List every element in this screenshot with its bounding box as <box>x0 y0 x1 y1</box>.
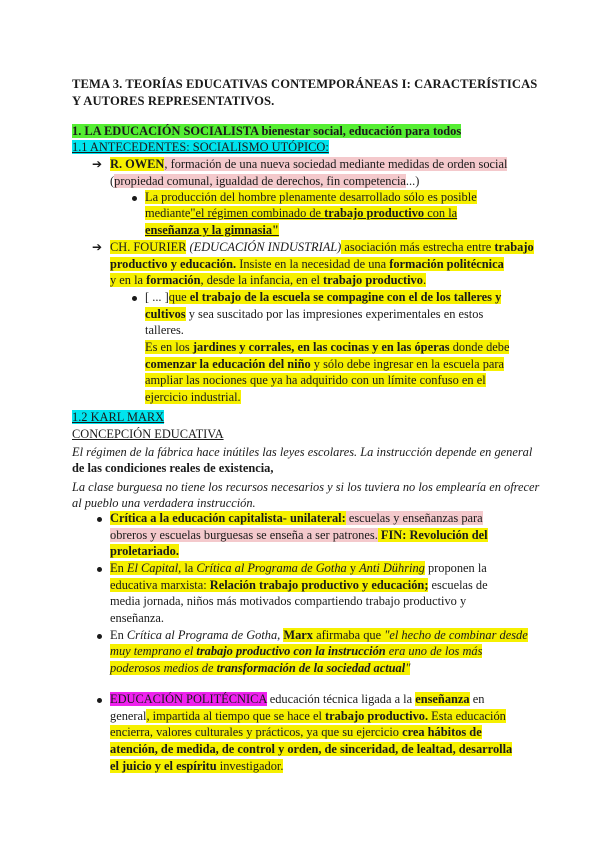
marx-italic: muy temprano el <box>110 644 197 658</box>
marx-italic: Anti Dühring <box>359 561 425 575</box>
owen-bullet-text: mediante <box>145 206 191 220</box>
marx-italic: " <box>405 661 411 675</box>
marx-bold-italic: transformación de la sociedad actual <box>216 661 406 675</box>
fourier-line-3 <box>110 272 426 289</box>
owen-bullet-line-3 <box>145 222 279 239</box>
document-title-line-2: Y AUTORES REPRESENTATIVOS. <box>72 94 275 108</box>
fourier-quote: Es en los <box>145 340 193 354</box>
marx-italic: poderosos medios de <box>110 661 217 675</box>
paren-close: ...) <box>405 174 420 188</box>
marx-bold: FIN: Revolución del <box>377 528 488 542</box>
marx-bullet-2-line-4: enseñanza. <box>110 611 165 625</box>
section-heading <box>72 123 461 140</box>
fourier-quote-line-1 <box>145 289 501 306</box>
politec-bold: enseñanza <box>415 692 470 706</box>
fourier-bold: formación <box>146 273 201 287</box>
fourier-bold: productivo y educación. <box>110 257 237 271</box>
fourier-bold: formación politécnica <box>389 257 504 271</box>
politec-bold: crea hábitos de <box>402 725 482 739</box>
marx-bold: Relación trabajo productivo y educación; <box>209 578 429 592</box>
owen-line-2 <box>110 173 419 190</box>
politec-line-4 <box>110 741 512 758</box>
fourier-text: . <box>422 273 427 287</box>
fourier-line-2 <box>110 256 504 273</box>
owen-bullet-line-2 <box>145 205 457 222</box>
fourier-bold: trabajo productivo <box>323 273 423 287</box>
marx-text: escuelas y enseñanzas para <box>345 511 483 525</box>
politec-line-3 <box>110 724 482 741</box>
fourier-quote: y sea suscitado por las impresiones experimentales en estos <box>185 307 484 321</box>
owen-text: , formación de una nueva sociedad mediante medidas de orden social <box>164 157 508 171</box>
marx-bullet-2-line-2 <box>110 577 488 594</box>
fourier-quote-bold: comenzar la educación del niño <box>145 357 311 371</box>
marx-italic: era uno de los más <box>385 644 483 658</box>
politec-bold: atención, de medida, de control y orden, de sinceridad, de lealtad, desarrolla <box>110 742 513 756</box>
fourier-quote-line-4 <box>145 339 509 356</box>
politec-line-1 <box>110 691 484 708</box>
politec-bold: trabajo productivo. <box>325 709 429 723</box>
bullet-dot-icon <box>97 517 102 522</box>
marx-bold: Crítica a la educación capitalista- unilateral: <box>110 511 346 525</box>
marx-text: , <box>277 628 284 642</box>
fourier-quote-bold: jardines y corrales, en las cocinas y en las óperas <box>192 340 450 354</box>
marx-para-1-line-1: El régimen de la fábrica hace inútiles las leyes escolares. La instrucción depende en general <box>72 445 533 459</box>
fourier-quote: talleres. <box>145 323 184 337</box>
owen-bullet-line-1 <box>145 189 477 206</box>
fourier-quote: ampliar las nociones que ya ha adquirido con un límite confuso en el <box>145 373 486 387</box>
owen-bullet-text: La producción del hombre plenamente desarrollado sólo es posible <box>145 190 477 204</box>
owen-list: propiedad comunal, igualdad de derechos, fin competencia <box>114 174 406 188</box>
politec-text: , impartida al tiempo que se hace el <box>146 709 326 723</box>
owen-quote: con la <box>424 206 458 220</box>
bullet-dot-icon <box>97 567 102 572</box>
marx-text: afirmaba que <box>312 628 385 642</box>
fourier-line-1 <box>110 239 534 256</box>
marx-bold: proletariado. <box>110 544 179 558</box>
politec-line-5 <box>110 758 283 775</box>
fourier-quote-bold: el trabajo de la escuela se compagine con el de los talleres y <box>189 290 502 304</box>
owen-name: R. OWEN <box>110 157 165 171</box>
concept-heading <box>72 426 224 443</box>
bullet-dot-icon <box>97 634 102 639</box>
bullet-dot-icon <box>97 698 102 703</box>
marx-para-2-line-1: La clase burguesa no tiene los recursos necesarios y si los tuviera no los emplearía en ofrecer <box>72 480 540 494</box>
fourier-text: y en la <box>110 273 147 287</box>
marx-text: escuelas de <box>428 578 488 592</box>
marx-text: educativa marxista: <box>110 578 210 592</box>
concept-heading-text: CONCEPCIÓN EDUCATIVA <box>72 427 224 441</box>
marx-bold: Marx <box>283 628 313 642</box>
marx-para-2-line-2: al pueblo una verdadera instrucción. <box>72 496 256 510</box>
fourier-quote: y sólo debe ingresar en la escuela para <box>310 357 505 371</box>
marx-bullet-1-line-2 <box>110 527 488 544</box>
marx-bold-italic: trabajo productivo con la instrucción <box>196 644 386 658</box>
fourier-quote-bold: cultivos <box>145 307 186 321</box>
arrow-bullet-icon: ➔ <box>92 157 103 171</box>
arrow-bullet-icon: ➔ <box>92 240 103 254</box>
fourier-text: , desde la infancia, en el <box>200 273 323 287</box>
marx-text: y <box>346 561 360 575</box>
fourier-name: CH. FOURIER <box>110 240 187 254</box>
fourier-quote-line-3 <box>145 322 184 339</box>
owen-quote: "el régimen combinado de <box>190 206 325 220</box>
marx-bullet-3-line-2 <box>110 643 482 660</box>
marx-para-1-line-2: de las condiciones reales de existencia, <box>72 461 274 475</box>
marx-text: , la <box>178 561 197 575</box>
marx-italic: Crítica al Programa de Gotha <box>126 628 278 642</box>
politec-text: educación técnica ligada a la <box>266 692 416 706</box>
owen-quote-bold: trabajo productivo <box>324 206 425 220</box>
marx-text: En <box>110 561 127 575</box>
fourier-bold: trabajo <box>494 240 534 254</box>
politec-bold: el juicio y el espíritu <box>110 759 217 773</box>
section-heading-text: 1. LA EDUCACIÓN SOCIALISTA bienestar social, educación para todos <box>72 124 462 138</box>
bullet-dot-icon <box>132 196 137 201</box>
marx-bullet-3-line-1 <box>110 627 528 644</box>
fourier-quote-line-5 <box>145 356 504 373</box>
paren-open: ( <box>110 174 115 188</box>
marx-text: obreros y escuelas burguesas se enseña a ser patrones. <box>110 528 378 542</box>
marx-heading <box>72 409 164 426</box>
politec-text: general <box>110 709 147 723</box>
politec-text: encierra, valores culturales y prácticos, ya que su ejercicio <box>110 725 403 739</box>
fourier-quote: ejercicio industrial. <box>145 390 241 404</box>
marx-bullet-2-line-3: media jornada, niños más motivados compartiendo trabajo productivo y <box>110 594 467 608</box>
fourier-paren: (EDUCACIÓN INDUSTRIAL) <box>186 240 342 254</box>
fourier-quote: que <box>168 290 190 304</box>
politec-label: EDUCACIÓN POLITÉCNICA <box>110 692 267 706</box>
marx-italic: El Capital <box>126 561 179 575</box>
marx-text: proponen la <box>424 561 487 575</box>
politec-text: Esta educación <box>428 709 506 723</box>
bullet-dot-icon <box>132 296 137 301</box>
marx-text: En <box>110 628 127 642</box>
fourier-quote-line-6 <box>145 372 486 389</box>
politec-text: investigador. <box>216 759 284 773</box>
marx-bullet-1-line-1 <box>110 510 483 527</box>
document-title-line-1: TEMA 3. TEORÍAS EDUCATIVAS CONTEMPORÁNEAS I: CARACTERÍSTICAS <box>72 77 538 91</box>
marx-bullet-1-line-3 <box>110 543 179 560</box>
marx-italic: Crítica al Programa de Gotha <box>196 561 347 575</box>
subsection-heading-text: 1.1 ANTECEDENTES: SOCIALISMO UTÓPICO: <box>72 140 329 154</box>
ellipsis-bracket: [ ... ] <box>145 290 169 304</box>
marx-heading-text: 1.2 KARL MARX <box>72 410 165 424</box>
marx-bullet-2-line-1 <box>110 560 487 577</box>
owen-line-1 <box>110 156 507 173</box>
politec-text: en <box>469 692 485 706</box>
fourier-quote: donde debe <box>449 340 510 354</box>
fourier-quote-line-2 <box>145 306 483 323</box>
politec-line-2 <box>110 708 506 725</box>
fourier-text: asociación más estrecha entre <box>341 240 495 254</box>
marx-italic: "el hecho de combinar desde <box>384 628 528 642</box>
owen-quote-bold: enseñanza y la gimnasia" <box>145 223 279 237</box>
subsection-heading <box>72 139 329 156</box>
fourier-text: Insiste en la necesidad de una <box>236 257 390 271</box>
fourier-quote-line-7 <box>145 389 241 406</box>
marx-bullet-3-line-3 <box>110 660 410 677</box>
